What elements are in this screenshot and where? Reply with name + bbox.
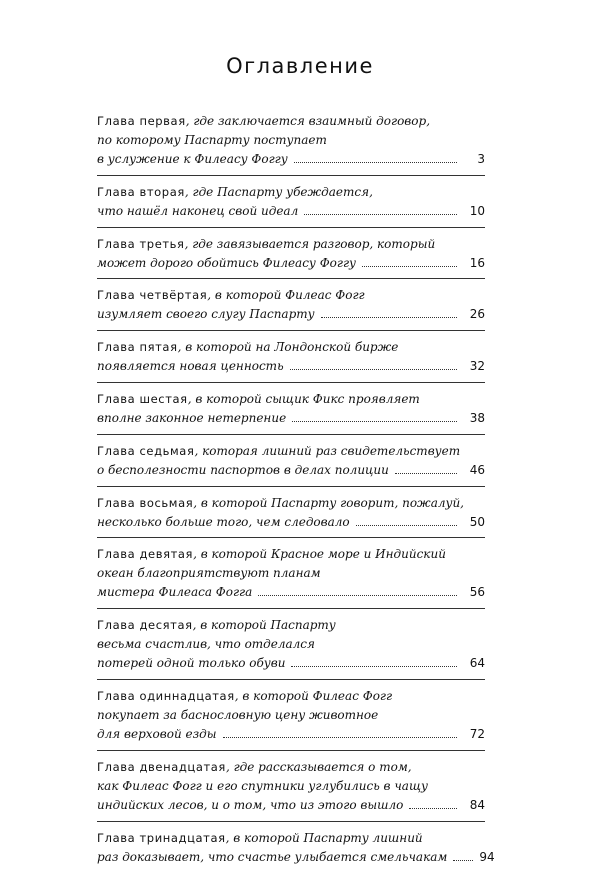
dot-leader	[258, 595, 457, 596]
page-number: 10	[469, 203, 485, 218]
toc-entry-last-line	[97, 654, 485, 673]
chapter-description-line: о бесполезности паспортов в делах полиции	[97, 462, 389, 477]
toc-entry-last-line	[97, 583, 485, 602]
toc-entry-last-line	[97, 461, 485, 480]
page-number: 46	[469, 462, 485, 477]
page-number: 72	[469, 726, 485, 741]
chapter-description: , где завязывается разговор, который	[184, 236, 436, 251]
page-number: 38	[469, 410, 485, 425]
toc-entry[interactable]	[97, 494, 485, 539]
page-title: Оглавление	[226, 54, 374, 79]
dot-leader	[356, 525, 457, 526]
dot-leader	[290, 369, 457, 370]
chapter-label: Глава третья	[97, 236, 185, 251]
chapter-description-line: может дорого обойтись Филеасу Фоггу	[97, 255, 356, 270]
chapter-description-line: что нашёл наконец свой идеал	[97, 203, 299, 218]
toc-entry-last-line	[97, 725, 485, 744]
toc-entry-last-line	[97, 202, 485, 221]
toc-entry-first-line	[97, 829, 485, 848]
chapter-description-line: по которому Паспарту поступает	[97, 133, 327, 147]
toc-entry-last-line	[97, 254, 485, 273]
chapter-description-line: как Филеас Фогг и его спутники углубились в чащу	[97, 778, 428, 793]
chapter-description-line: несколько больше того, чем следовало	[97, 514, 350, 529]
dot-leader	[291, 666, 457, 667]
toc-entry-last-line	[97, 796, 485, 815]
toc-entry[interactable]	[97, 235, 485, 280]
toc-entry[interactable]	[97, 545, 485, 609]
toc-entry[interactable]	[97, 338, 485, 383]
chapter-label: Глава вторая	[97, 184, 185, 199]
dot-leader	[321, 317, 457, 318]
toc-entry[interactable]	[97, 183, 485, 228]
toc-entry[interactable]	[97, 829, 495, 873]
chapter-description-line: мистера Филеаса Фогга	[97, 585, 253, 600]
chapter-label: Глава пятая	[97, 340, 178, 355]
chapter-description-line: индийских лесов, и о том, что из этого вышло	[97, 797, 404, 812]
chapter-description: , в которой Филеас Фогг	[207, 288, 365, 303]
toc-entry[interactable]	[97, 616, 485, 680]
chapter-description-line: весьма счастлив, что отделался	[97, 637, 315, 652]
dot-leader	[292, 421, 457, 422]
chapter-description: , в которой на Лондонской бирже	[177, 340, 399, 355]
chapter-label: Глава двенадцатая	[97, 759, 226, 774]
chapter-description: , где заключается взаимный договор,	[185, 114, 431, 128]
chapter-label: Глава первая	[97, 114, 186, 128]
page-number: 64	[469, 656, 485, 671]
chapter-description-line: потерей одной только обуви	[97, 656, 286, 671]
toc-entry-last-line	[97, 848, 495, 867]
toc-entry-first-line	[97, 442, 485, 461]
dot-leader	[362, 266, 457, 267]
chapter-description-line: покупает за баснословную цену животное	[97, 707, 379, 722]
chapter-label: Глава одиннадцатая	[97, 688, 235, 703]
chapter-description: , в которой Филеас Фогг	[234, 688, 393, 703]
toc-entry[interactable]	[97, 442, 485, 487]
page-number: 26	[469, 307, 485, 322]
chapter-label: Глава девятая	[97, 547, 194, 562]
toc-entry-last-line	[97, 357, 485, 376]
chapter-description: , в которой сыщик Фикс проявляет	[187, 391, 420, 406]
toc-entry[interactable]	[97, 758, 485, 822]
page-number: 16	[469, 255, 485, 270]
dot-leader	[395, 473, 457, 474]
chapter-label: Глава десятая	[97, 618, 193, 633]
toc-entry-last-line	[97, 150, 485, 169]
chapter-description: , которая лишний раз свидетельствует	[194, 443, 461, 458]
chapter-description: , в которой Красное море и Индийский	[193, 547, 446, 562]
toc-entry-first-line	[97, 687, 485, 706]
chapter-description: , в которой Паспарту говорит, пожалуй,	[193, 495, 464, 510]
chapter-label: Глава шестая	[97, 391, 188, 406]
toc-entry-last-line	[97, 409, 485, 428]
toc-entry-first-line	[97, 112, 485, 131]
chapter-label: Глава тринадцатая	[97, 830, 226, 845]
chapter-description-line: появляется новая ценность	[97, 359, 284, 374]
page-number: 32	[469, 359, 485, 374]
dot-leader	[294, 162, 457, 163]
chapter-description: , где Паспарту убеждается,	[184, 184, 373, 199]
page-number: 56	[469, 585, 485, 600]
table-of-contents	[97, 112, 495, 879]
toc-entry-last-line	[97, 305, 485, 324]
toc-entry[interactable]	[97, 687, 485, 751]
chapter-description-line: вполне законное нетерпение	[97, 410, 287, 425]
page-number: 84	[469, 797, 485, 812]
chapter-description-line: раз доказывает, что счастье улыбается смельчакам	[97, 849, 448, 864]
toc-entry[interactable]	[97, 390, 485, 435]
toc-entry-last-line	[97, 513, 485, 532]
dot-leader	[304, 214, 457, 215]
dot-leader	[453, 860, 473, 861]
toc-entry-first-line	[97, 545, 485, 564]
dot-leader	[409, 808, 457, 809]
chapter-label: Глава четвёртая	[97, 288, 208, 303]
toc-entry-first-line	[97, 286, 485, 305]
chapter-description: , в которой Паспарту	[192, 618, 336, 633]
chapter-description-line: океан благоприятствуют планам	[97, 566, 321, 581]
chapter-label: Глава восьмая	[97, 495, 194, 510]
toc-entry-first-line	[97, 235, 485, 254]
toc-entry-first-line	[97, 616, 485, 635]
page-number: 50	[469, 514, 485, 529]
chapter-label: Глава седьмая	[97, 443, 195, 458]
toc-entry-first-line	[97, 494, 485, 513]
toc-entry-first-line	[97, 183, 485, 202]
toc-entry-first-line	[97, 338, 485, 357]
toc-entry[interactable]	[97, 286, 485, 331]
chapter-description: , в которой Паспарту лишний	[225, 830, 423, 845]
chapter-description-line: изумляет своего слугу Паспарту	[97, 307, 315, 322]
toc-entry-first-line	[97, 758, 485, 777]
page-number: 94	[479, 849, 495, 864]
toc-entry-first-line	[97, 390, 485, 409]
page-number: 3	[477, 152, 485, 166]
chapter-description-line: в услужение к Филеасу Фоггу	[97, 152, 288, 166]
dot-leader	[223, 737, 457, 738]
chapter-description: , где рассказывается о том,	[225, 759, 412, 774]
chapter-description-line: для верховой езды	[97, 726, 217, 741]
toc-entry[interactable]	[97, 112, 485, 176]
